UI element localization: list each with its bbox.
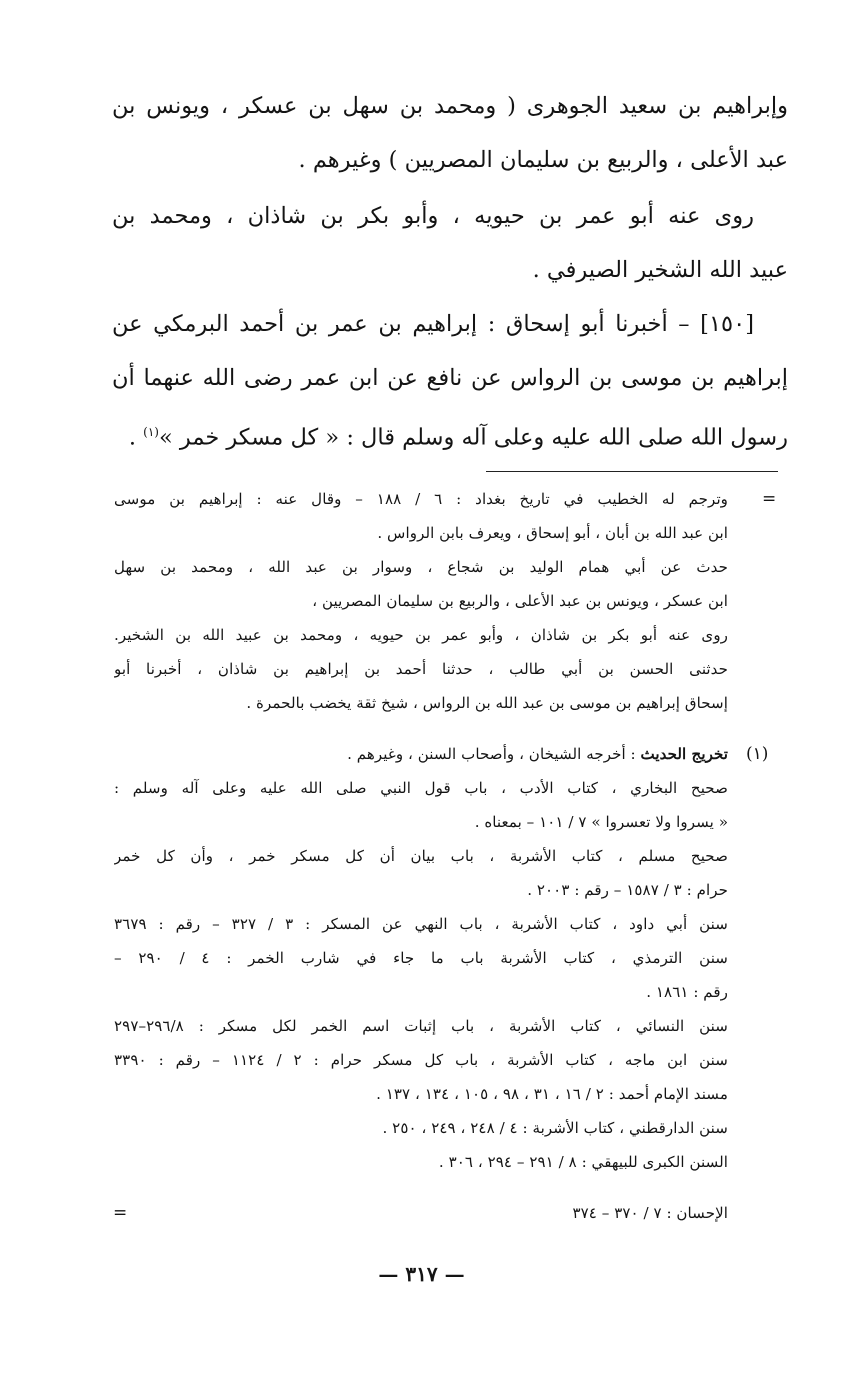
footnote-separator bbox=[486, 471, 778, 472]
end-continuation-mark: = bbox=[113, 1203, 128, 1223]
source-line: مسند الإمام أحمد : ٢ / ١٦ ، ٣١ ، ٩٨ ، ١٠٥ ، ١٣٤ ، ١٣٧ . bbox=[376, 1085, 728, 1103]
source-line: سنن النسائي ، كتاب الأشربة ، باب إثبات اسم الخمر لكل مسكر : ٢٩٦/٨–٢٩٧ bbox=[114, 1017, 728, 1035]
footnote-line: حدث عن أبي همام الوليد بن شجاع ، وسوار بن عبد الله ، ومحمد بن سهل bbox=[114, 558, 728, 576]
source-line: صحيح البخاري ، كتاب الأدب ، باب قول النبي صلى الله عليه وعلى آله وسلم : bbox=[114, 779, 728, 797]
source-line: صحيح مسلم ، كتاب الأشربة ، باب بيان أن كل مسكر خمر ، وأن كل خمر bbox=[114, 847, 728, 865]
source-line: السنن الكبرى للبيهقي : ٨ / ٢٩١ – ٢٩٤ ، ٣٠٦ . bbox=[438, 1153, 728, 1171]
source-line: سنن أبي داود ، كتاب الأشربة ، باب النهي عن المسكر : ٣ / ٣٢٧ – رقم : ٣٦٧٩ bbox=[114, 915, 728, 933]
main-line: وإبراهيم بن سعيد الجوهرى ( ومحمد بن سهل بن عسكر ، ويونس بن bbox=[112, 93, 788, 119]
main-line: إبراهيم بن موسى بن الرواس عن نافع عن ابن عمر رضى الله عنهما أن bbox=[112, 365, 788, 391]
footnote-line: حدثنى الحسن بن أبي طالب ، حدثنا أحمد بن إبراهيم بن شاذان ، أخبرنا أبو bbox=[114, 660, 728, 678]
source-line: « يسروا ولا تعسروا » ٧ / ١٠١ – بمعناه . bbox=[474, 813, 728, 831]
footnote-line: ابن عسكر ، ويونس بن عبد الأعلى ، والربيع بن سليمان المصريين ، bbox=[312, 592, 728, 610]
source-line: رقم : ١٨٦١ . bbox=[646, 983, 728, 1001]
footnote-line: إسحاق إبراهيم بن موسى بن عبد الله بن الرواس ، شيخ ثقة يخضب بالحمرة . bbox=[246, 694, 728, 712]
takhrij-label: تخريج الحديث bbox=[640, 745, 728, 763]
footnote-line: ابن عبد الله بن أبان ، أبو إسحاق ، ويعرف بابن الرواس . bbox=[377, 524, 728, 542]
main-line: عبد الأعلى ، والربيع بن سليمان المصريين ) وغيرهم . bbox=[298, 147, 788, 173]
source-line: سنن الدارقطني ، كتاب الأشربة : ٤ / ٢٤٨ ، ٢٤٩ ، ٢٥٠ . bbox=[382, 1119, 728, 1137]
main-line: [١٥٠] – أخبرنا أبو إسحاق : إبراهيم بن عمر بن أحمد البرمكي عن bbox=[112, 311, 754, 337]
footnote-line: وترجم له الخطيب في تاريخ بغداد : ٦ / ١٨٨ – وقال عنه : إبراهيم بن موسى bbox=[114, 490, 728, 508]
main-paragraph-3 bbox=[112, 297, 788, 459]
main-line: عبيد الله الشخير الصيرفي . bbox=[532, 257, 788, 283]
page-number: — ٣١٧ — bbox=[378, 1262, 465, 1286]
main-line-with-note: رسول الله صلى الله عليه وعلى آله وسلم قال : « كل مسكر خمر »$^{(١)}$ . bbox=[128, 424, 788, 451]
continuation-mark: = bbox=[762, 489, 777, 509]
footnote-reference[interactable]: (١) bbox=[143, 425, 159, 439]
main-paragraph-1 bbox=[112, 79, 788, 187]
source-line: الإحسان : ٧ / ٣٧٠ – ٣٧٤ bbox=[572, 1204, 728, 1222]
takhrij-text: : أخرجه الشيخان ، وأصحاب السنن ، وغيرهم . bbox=[347, 745, 636, 763]
main-paragraph-2 bbox=[112, 189, 788, 297]
source-line: حرام : ٣ / ١٥٨٧ – رقم : ٢٠٠٣ . bbox=[527, 881, 728, 899]
hadith-text: رسول الله صلى الله عليه وعلى آله وسلم قال : « كل مسكر خمر » bbox=[158, 424, 788, 451]
footnote-number: (١) bbox=[746, 744, 769, 764]
main-line: روى عنه أبو عمر بن حيويه ، وأبو بكر بن شاذان ، ومحمد بن bbox=[112, 203, 754, 229]
source-line: سنن الترمذي ، كتاب الأشربة باب ما جاء في شارب الخمر : ٤ / ٢٩٠ – bbox=[114, 949, 728, 967]
footnote-line: روى عنه أبو بكر بن شاذان ، وأبو عمر بن حيويه ، ومحمد بن عبيد الله بن الشخير. bbox=[114, 626, 728, 644]
source-line: سنن ابن ماجه ، كتاب الأشربة ، باب كل مسكر حرام : ٢ / ١١٢٤ – رقم : ٣٣٩٠ bbox=[114, 1051, 728, 1069]
takhrij-line bbox=[114, 737, 728, 771]
